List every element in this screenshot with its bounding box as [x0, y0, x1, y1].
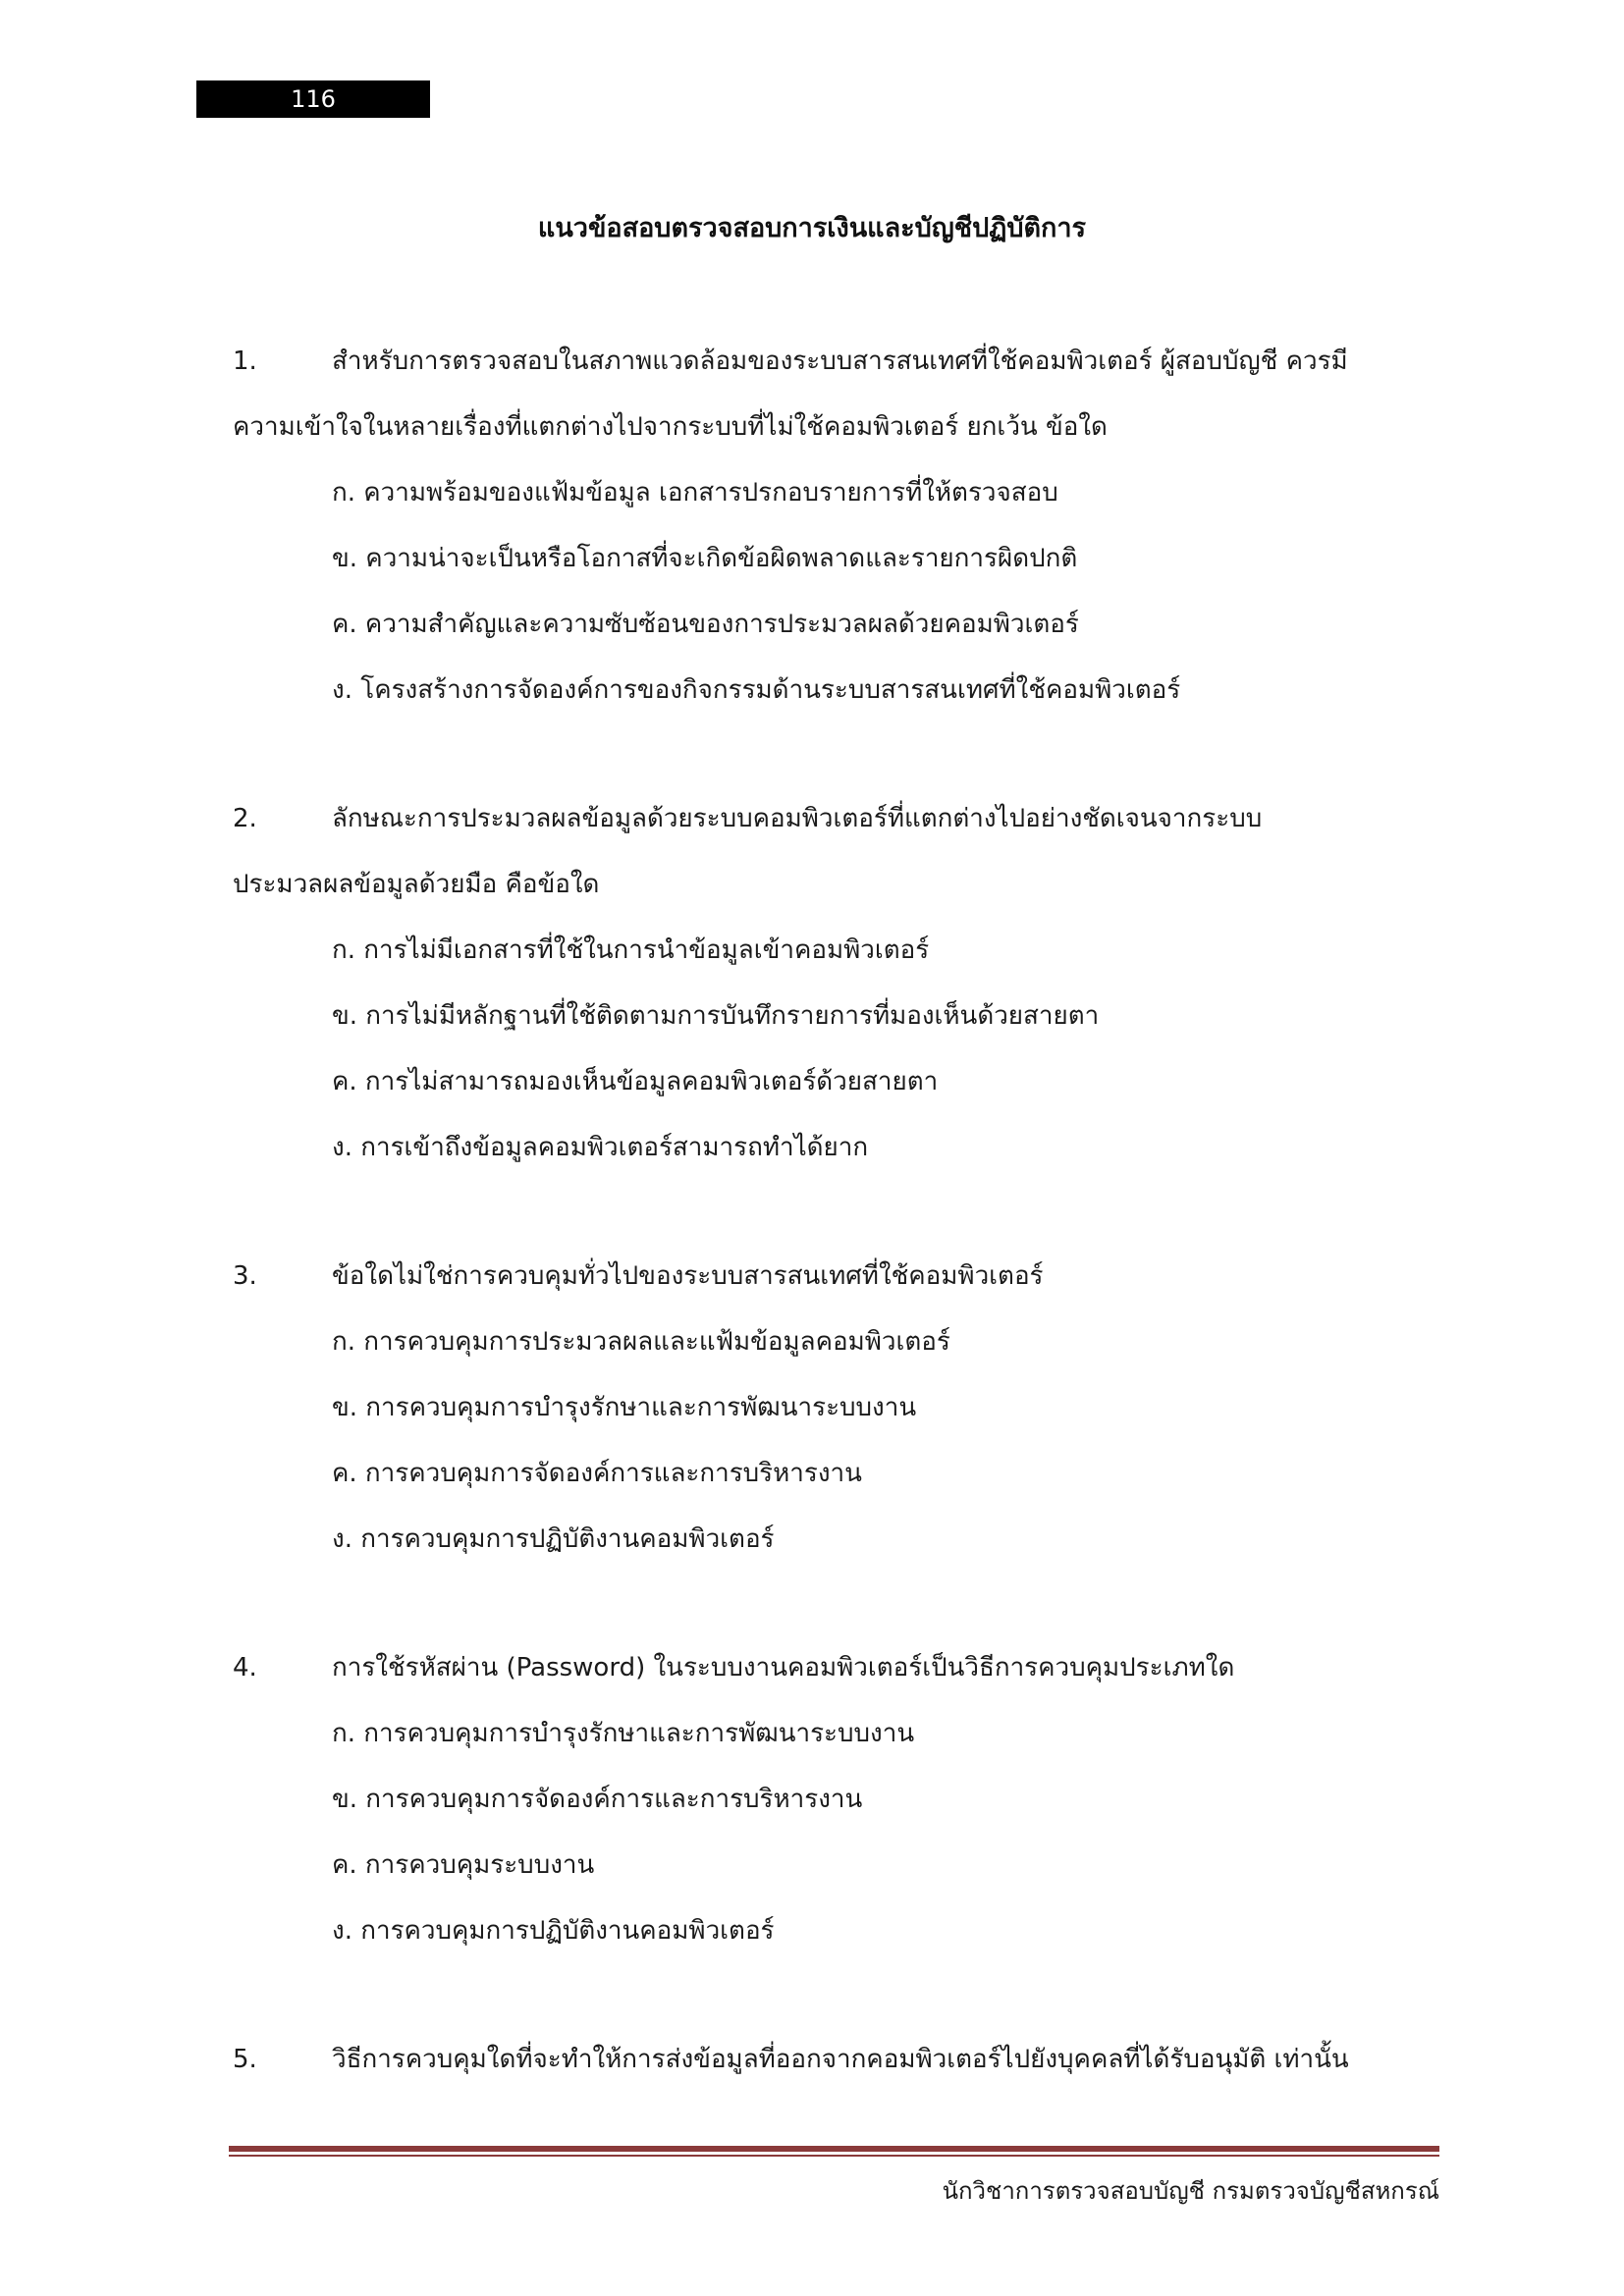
choice-a: ก. การไม่มีเอกสารที่ใช้ในการนำข้อมูลเข้าคอมพิวเตอร์ [332, 935, 930, 965]
question-text [233, 1244, 1431, 1309]
question-text [233, 1635, 1431, 1701]
choice-c: ค. ความสำคัญและความซับซ้อนของการประมวลผลด้วยคอมพิวเตอร์ [332, 610, 1079, 639]
question-number: 5. [233, 2045, 257, 2074]
question-2 [233, 786, 1431, 1181]
question-text-line1: ลักษณะการประมวลผลข้อมูลด้วยระบบคอมพิวเตอร์ที่แตกต่างไปอย่างชัดเจนจากระบบ [332, 804, 1263, 833]
question-text-line1: สำหรับการตรวจสอบในสภาพแวดล้อมของระบบสารสนเทศที่ใช้คอมพิวเตอร์ ผู้สอบบัญชี ควรมี [332, 347, 1348, 376]
question-text-line1: วิธีการควบคุมใดที่จะทำให้การส่งข้อมูลที่ออกจากคอมพิวเตอร์ไปยังบุคคลที่ได้รับอนุมัติ เท่านั้น [332, 2045, 1349, 2074]
choice-c: ค. การควบคุมการจัดองค์การและการบริหารงาน [332, 1459, 862, 1488]
choice-d: ง. การควบคุมการปฏิบัติงานคอมพิวเตอร์ [332, 1916, 775, 1946]
question-text-line1: การใช้รหัสผ่าน (Password) ในระบบงานคอมพิวเตอร์เป็นวิธีการควบคุมประเภทใด [332, 1653, 1235, 1682]
question-text [233, 786, 1431, 852]
question-text-line2: ความเข้าใจในหลายเรื่องที่แตกต่างไปจากระบบที่ไม่ใช้คอมพิวเตอร์ ยกเว้น ข้อใด [233, 412, 1108, 442]
choice-b: ข. ความน่าจะเป็นหรือโอกาสที่จะเกิดข้อผิดพลาดและรายการผิดปกติ [332, 544, 1078, 573]
footer-divider-thick [229, 2146, 1439, 2152]
question-number: 1. [233, 347, 257, 376]
question-text [233, 2027, 1431, 2093]
question-1 [233, 329, 1431, 723]
question-4 [233, 1635, 1431, 1964]
question-number: 3. [233, 1261, 257, 1291]
choice-a: ก. การควบคุมการบำรุงรักษาและการพัฒนาระบบงาน [332, 1719, 915, 1748]
choice-d: ง. การเข้าถึงข้อมูลคอมพิวเตอร์สามารถทำได้ยาก [332, 1133, 869, 1162]
question-number: 4. [233, 1653, 257, 1682]
question-text-line2: ประมวลผลข้อมูลด้วยมือ คือข้อใด [233, 870, 600, 899]
page-title: แนวข้อสอบตรวจสอบการเงินและบัญชีปฏิบัติการ [537, 213, 1087, 243]
choice-b: ข. การควบคุมการบำรุงรักษาและการพัฒนาระบบงาน [332, 1393, 917, 1422]
choice-a: ก. การควบคุมการประมวลผลและแฟ้มข้อมูลคอมพิวเตอร์ [332, 1327, 950, 1357]
choice-d: ง. การควบคุมการปฏิบัติงานคอมพิวเตอร์ [332, 1524, 775, 1554]
choice-a: ก. ความพร้อมของแฟ้มข้อมูล เอกสารปรกอบรายการที่ให้ตรวจสอบ [332, 478, 1058, 507]
choice-b: ข. การควบคุมการจัดองค์การและการบริหารงาน [332, 1785, 863, 1814]
question-number: 2. [233, 804, 257, 833]
choice-c: ค. การควบคุมระบบงาน [332, 1850, 595, 1880]
footer-text: นักวิชาการตรวจสอบบัญชี กรมตรวจบัญชีสหกรณ์ [942, 2177, 1439, 2205]
question-list [233, 329, 1431, 2156]
footer-divider-thin [229, 2155, 1439, 2157]
choice-c: ค. การไม่สามารถมองเห็นข้อมูลคอมพิวเตอร์ด้วยสายตา [332, 1067, 939, 1096]
choice-b: ข. การไม่มีหลักฐานที่ใช้ติดตามการบันทึกรายการที่มองเห็นด้วยสายตา [332, 1001, 1100, 1031]
question-3 [233, 1244, 1431, 1573]
question-5 [233, 2027, 1431, 2093]
question-text [233, 329, 1431, 395]
page-number-badge: 116 [196, 80, 430, 118]
choice-d: ง. โครงสร้างการจัดองค์การของกิจกรรมด้านระบบสารสนเทศที่ใช้คอมพิวเตอร์ [332, 675, 1181, 705]
question-text-line1: ข้อใดไม่ใช่การควบคุมทั่วไปของระบบสารสนเทศที่ใช้คอมพิวเตอร์ [332, 1261, 1044, 1291]
